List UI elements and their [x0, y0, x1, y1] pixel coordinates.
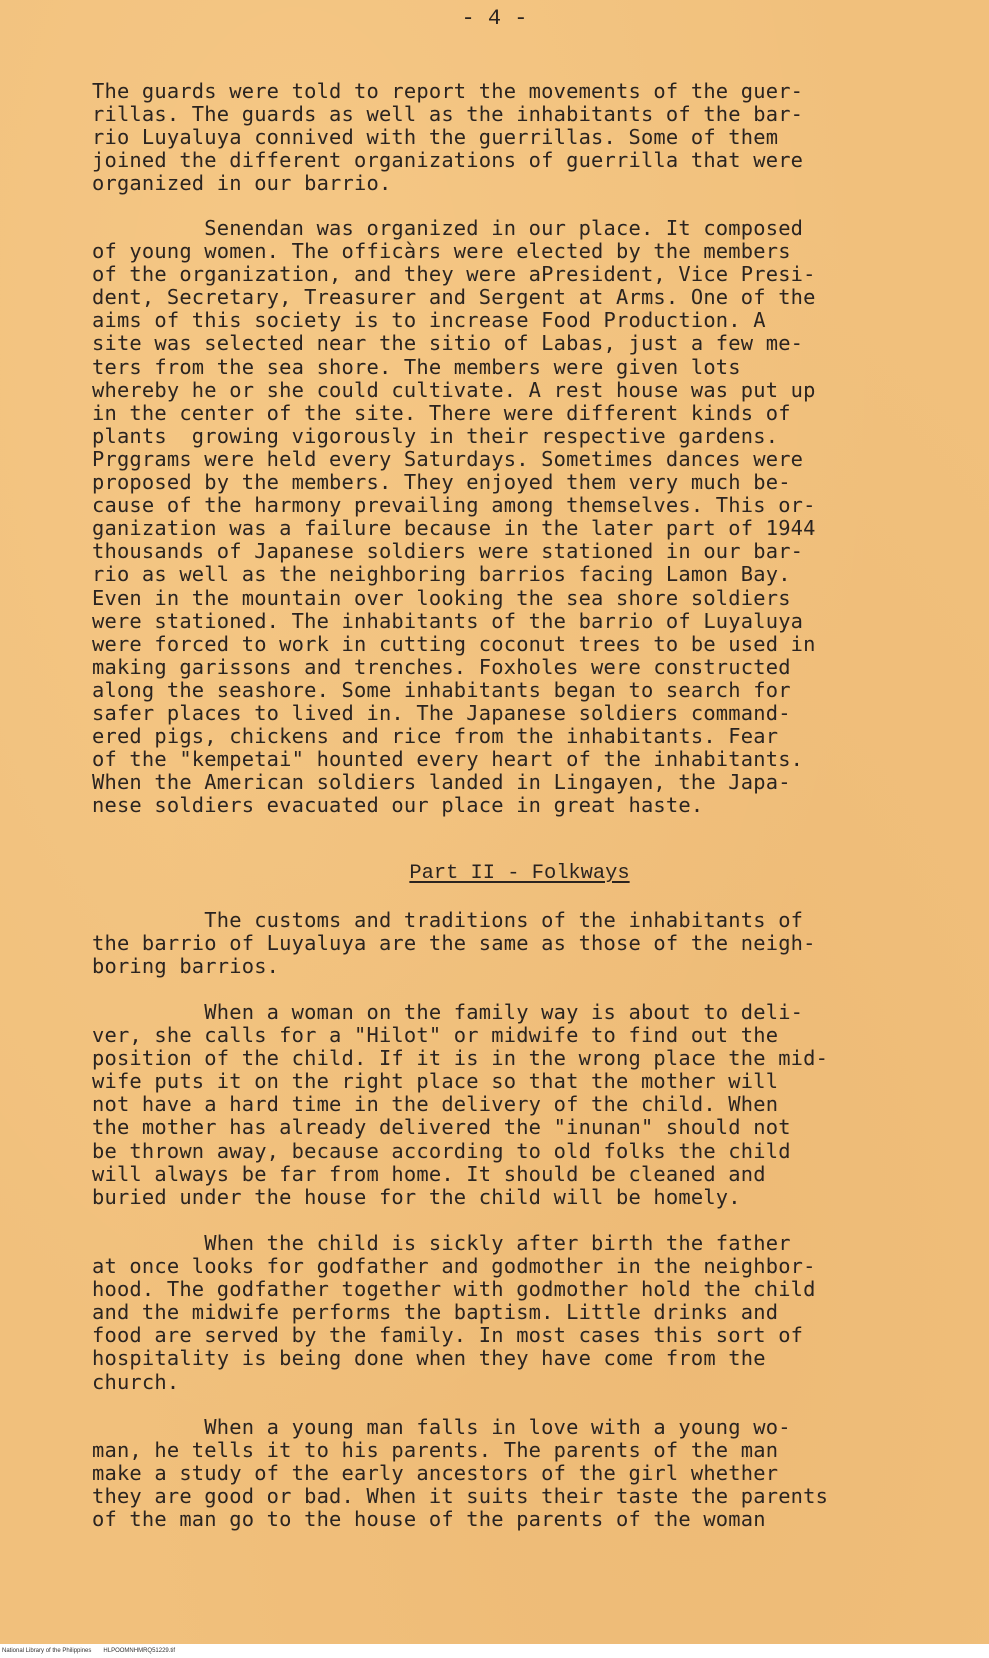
- section-heading: [0, 862, 989, 885]
- paragraph-guards: The guards were told to report the movements of the guer- rillas. The guards as well as the inhabitants of the bar- rio Luyaluya connived with the guerrillas. Some of them joined the different organizations of guerrilla that were organized in our barrio.: [92, 79, 804, 196]
- scan-footer: [0, 1644, 989, 1658]
- section-heading-text: Part II - Folkways: [409, 862, 630, 885]
- paragraph-baptism: When the child is sickly after birth the father at once looks for godfather and godmother in the neighbor- hood. The godfather together with godmother hold the child and the midwife performs the baptism. Little drinks and food are served by the family. In most cases this sort of hospitality is being done when they have come from the church.: [92, 1231, 816, 1394]
- page-number: - 4 -: [461, 6, 528, 31]
- paragraph-customs: The customs and traditions of the inhabitants of the barrio of Luyaluya are the same as those of the neigh- boring barrios.: [92, 908, 816, 979]
- paragraph-senendan: Senendan was organized in our place. It composed of young women. The officàrs were elected by the members of the organization, and they were aPresident, Vice Presi- dent, Secretary, Treasurer and Sergent at Arms. One of the aims of this society is to increase Food Production. A site was selected near the sitio of Labas, just a few me- ters from the sea shore. The members were given lots whereby he or she could cultivate. A rest house was put up in the center of the site. There were different kinds of plants growing vigorously in their respective gardens. Prggrams were held every Saturdays. Sometimes dances were proposed by the members. They enjoyed them very much be- cause of the harmony prevailing among themselves. This or- ganization was a failure because in the later part of 1944 thousands of Japanese soldiers were stationed in our bar- rio as well as the neighboring barrios facing Lamon Bay. Even in the mountain over looking the sea shore soldiers were stationed. The inhabitants of the barrio of Luyaluya were forced to work in cutting coconut trees to be used in making garissons and trenches. Foxholes were constructed along the seashore. Some inhabitants began to search for safer places to lived in. The Japanese soldiers command- ered pigs, chickens and rice from the inhabitants. Fear of the "kempetai" hounted every heart of the inhabitants. When the American soldiers landed in Lingayen, the Japa- nese soldiers evacuated our place in great haste.: [92, 216, 816, 818]
- paragraph-courtship: When a young man falls in love with a young wo- man, he tells it to his parents. The parents of the man make a study of the early ancestors of the girl whether they are good or bad. When it suits their taste the parents of the man go to the house of the parents of the woman: [92, 1415, 829, 1532]
- footer-library: National Library of the Philippines: [2, 1648, 92, 1654]
- paragraph-delivery: When a woman on the family way is about to deli- ver, she calls for a "Hilot" or midwife to find out the position of the child. If it is in the wrong place the mid- wife puts it on the right place so that the mother will not have a hard time in the delivery of the child. When the mother has already delivered the "inunan" should not be thrown away, because according to old folks the child will always be far from home. It should be cleaned and buried under the house for the child will be homely.: [92, 1000, 829, 1209]
- footer-file-id: HLPOOMNHMRQ51229.tif: [103, 1648, 176, 1654]
